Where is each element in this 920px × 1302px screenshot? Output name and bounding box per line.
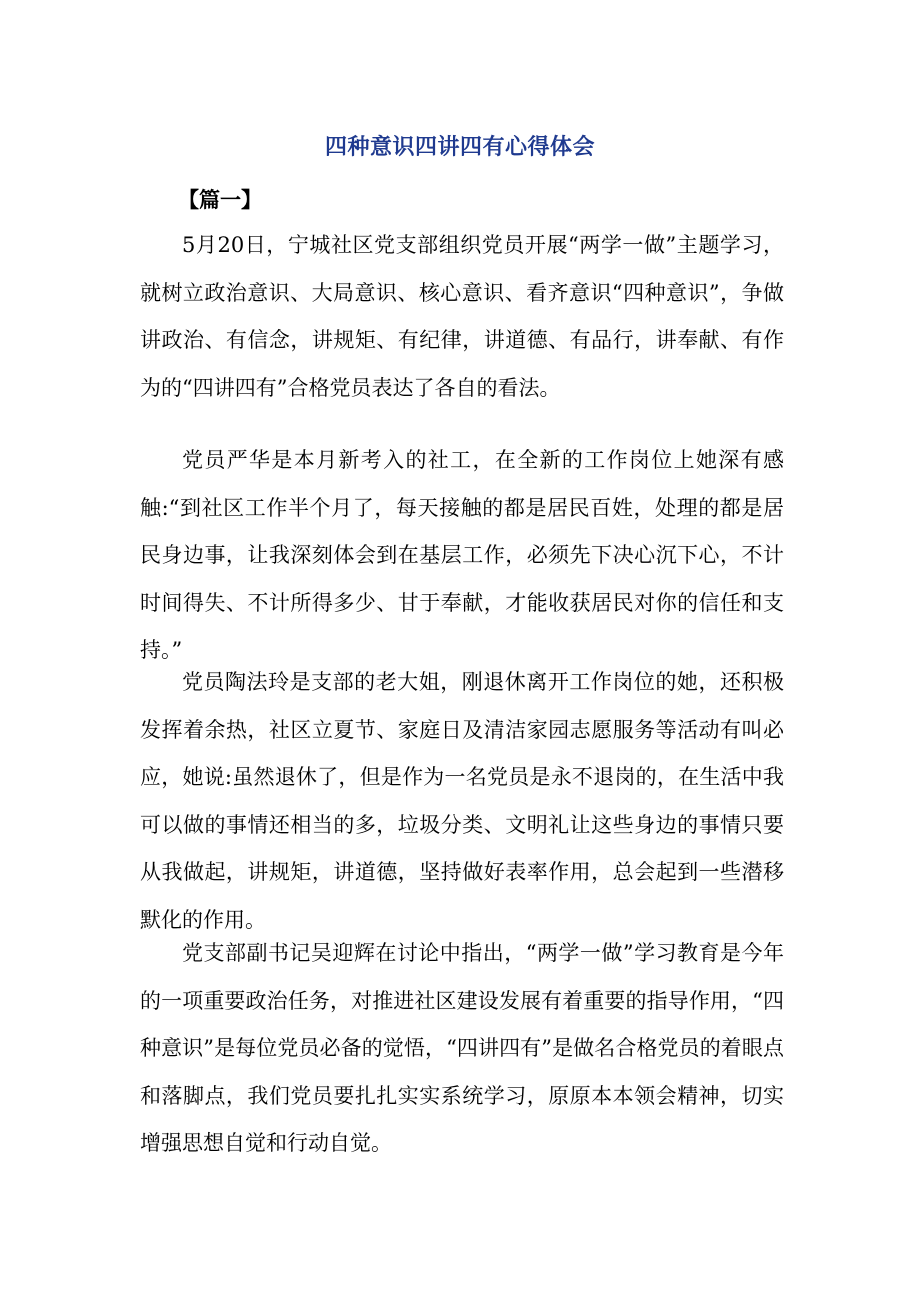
section-label: 【篇一】 bbox=[178, 187, 262, 212]
document-title: 四种意识四讲四有心得体会 bbox=[324, 134, 595, 160]
paragraph-2: 党员严华是本月新考入的社工，在全新的工作岗位上她深有感触:“到社区工作半个月了，每天接触的都是居民百姓，处理的都是居民身边事，让我深刻体会到在基层工作，必须先下决心沉下心，不计时间得失、不计所得多少、甘于奉献，才能收获居民对你的信任和支持。” bbox=[140, 448, 784, 662]
paragraph-4: 党支部副书记吴迎辉在讨论中指出，“两学一做”学习教育是今年的一项重要政治任务，对推进社区建设发展有着重要的指导作用，“四种意识”是每位党员必备的觉悟，“四讲四有”是做名合格党员的着眼点和落脚点，我们党员要扎扎实实系统学习，原原本本领会精神，切实增强思想自觉和行动自觉。 bbox=[140, 941, 784, 1155]
paragraph-3: 党员陶法玲是支部的老大姐，刚退休离开工作岗位的她，还积极发挥着余热，社区立夏节、家庭日及清洁家园志愿服务等活动有叫必应，她说:虽然退休了，但是作为一名党员是永不退岗的，在生活中我可以做的事情还相当的多，垃圾分类、文明礼让这些身边的事情只要从我做起，讲规矩，讲道德，坚持做好表率作用，总会起到一些潜移默化的作用。 bbox=[140, 670, 784, 932]
paragraph-1: 5月20日，宁城社区党支部组织党员开展“两学一做”主题学习，就树立政治意识、大局意识、核心意识、看齐意识“四种意识”，争做讲政治、有信念，讲规矩、有纪律，讲道德、有品行，讲奉献、有作为的“四讲四有”合格党员表达了各自的看法。 bbox=[140, 233, 784, 400]
